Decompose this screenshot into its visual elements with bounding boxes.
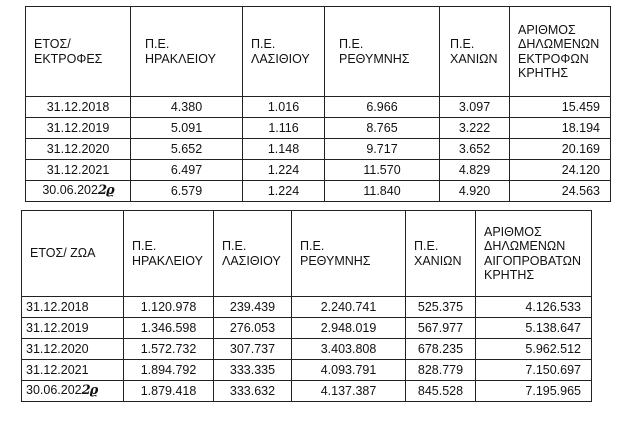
chania-cell: 4.920 [440, 181, 510, 202]
year-printed: 30.06.202 [26, 383, 82, 398]
header-chania: Π.Ε. ΧΑΝΙΩΝ [406, 211, 476, 297]
year-cell [26, 181, 131, 202]
sheep-goats-table [21, 210, 592, 402]
heraklion-cell: 6.579 [131, 181, 243, 202]
rethymno-cell: 4.137.387 [292, 381, 406, 402]
rethymno-cell: 9.717 [325, 139, 440, 160]
table-row [22, 318, 592, 339]
chania-cell: 525.375 [406, 297, 476, 318]
total-cell: 7.195.965 [476, 381, 592, 402]
year-cell: 31.12.2020 [26, 139, 131, 160]
heraklion-cell: 5.091 [131, 118, 243, 139]
table-row [26, 97, 611, 118]
lasithi-cell: 1.224 [243, 160, 325, 181]
year-cell: 31.12.2021 [22, 360, 124, 381]
total-cell: 5.138.647 [476, 318, 592, 339]
total-cell: 24.120 [510, 160, 611, 181]
header-year-animals: ΕΤΟΣ/ ΖΩΑ [22, 211, 124, 297]
year-cell: 31.12.2019 [22, 318, 124, 339]
year-cell [22, 381, 124, 402]
table-row [22, 297, 592, 318]
heraklion-cell: 4.380 [131, 97, 243, 118]
lasithi-cell: 276.053 [214, 318, 292, 339]
handwritten-year-digits: 2ϱ [97, 183, 114, 199]
heraklion-cell: 1.894.792 [124, 360, 214, 381]
rethymno-cell: 8.765 [325, 118, 440, 139]
chania-cell: 3.097 [440, 97, 510, 118]
year-cell: 31.12.2021 [26, 160, 131, 181]
lasithi-cell: 333.632 [214, 381, 292, 402]
table-row [22, 339, 592, 360]
livestock-farms-table [25, 6, 611, 202]
total-cell: 5.962.512 [476, 339, 592, 360]
chania-cell: 828.779 [406, 360, 476, 381]
total-cell: 24.563 [510, 181, 611, 202]
table-row [26, 160, 611, 181]
rethymno-cell: 2.240.741 [292, 297, 406, 318]
chania-cell: 567.977 [406, 318, 476, 339]
chania-cell: 4.829 [440, 160, 510, 181]
heraklion-cell: 1.346.598 [124, 318, 214, 339]
chania-cell: 678.235 [406, 339, 476, 360]
year-cell: 31.12.2018 [26, 97, 131, 118]
total-cell: 4.126.533 [476, 297, 592, 318]
header-heraklion: Π.Ε. ΗΡΑΚΛΕΙΟΥ [124, 211, 214, 297]
heraklion-cell: 1.120.978 [124, 297, 214, 318]
heraklion-cell: 1.879.418 [124, 381, 214, 402]
table-row [26, 118, 611, 139]
header-lasithi: Π.Ε. ΛΑΣΙΘΙΟΥ [243, 7, 325, 97]
header-year-farms: ΕΤΟΣ/ ΕΚΤΡΟΦΕΣ [26, 7, 131, 97]
lasithi-cell: 1.116 [243, 118, 325, 139]
rethymno-cell: 11.840 [325, 181, 440, 202]
rethymno-cell: 11.570 [325, 160, 440, 181]
table-row [26, 139, 611, 160]
header-total-farms: ΑΡΙΘΜΟΣ ΔΗΛΩΜΕΝΩΝ ΕΚΤΡΟΦΩΝ ΚΡΗΤΗΣ [510, 7, 611, 97]
lasithi-cell: 307.737 [214, 339, 292, 360]
lasithi-cell: 333.335 [214, 360, 292, 381]
table-row [22, 381, 592, 402]
header-rethymno: Π.Ε. ΡΕΘΥΜΝΗΣ [325, 7, 440, 97]
header-lasithi: Π.Ε. ΛΑΣΙΘΙΟΥ [214, 211, 292, 297]
year-cell: 31.12.2018 [22, 297, 124, 318]
heraklion-cell: 1.572.732 [124, 339, 214, 360]
table-row [22, 360, 592, 381]
heraklion-cell: 6.497 [131, 160, 243, 181]
header-chania: Π.Ε. ΧΑΝΙΩΝ [440, 7, 510, 97]
lasithi-cell: 1.016 [243, 97, 325, 118]
total-cell: 18.194 [510, 118, 611, 139]
total-cell: 20.169 [510, 139, 611, 160]
lasithi-cell: 239.439 [214, 297, 292, 318]
rethymno-cell: 3.403.808 [292, 339, 406, 360]
year-cell: 31.12.2019 [26, 118, 131, 139]
rethymno-cell: 4.093.791 [292, 360, 406, 381]
total-cell: 15.459 [510, 97, 611, 118]
chania-cell: 3.652 [440, 139, 510, 160]
table-header-row [22, 211, 592, 297]
heraklion-cell: 5.652 [131, 139, 243, 160]
lasithi-cell: 1.148 [243, 139, 325, 160]
handwritten-year-digits: 2ϱ [81, 383, 98, 399]
rethymno-cell: 2.948.019 [292, 318, 406, 339]
header-rethymno: Π.Ε. ΡΕΘΥΜΝΗΣ [292, 211, 406, 297]
header-total-sheep-goats: ΑΡΙΘΜΟΣ ΔΗΛΩΜΕΝΩΝ ΑΙΓΟΠΡΟΒΑΤΩΝ ΚΡΗΤΗΣ [476, 211, 592, 297]
year-cell: 31.12.2020 [22, 339, 124, 360]
total-cell: 7.150.697 [476, 360, 592, 381]
lasithi-cell: 1.224 [243, 181, 325, 202]
year-printed: 30.06.202 [42, 183, 98, 198]
table-row [26, 181, 611, 202]
chania-cell: 3.222 [440, 118, 510, 139]
chania-cell: 845.528 [406, 381, 476, 402]
header-heraklion: Π.Ε. ΗΡΑΚΛΕΙΟΥ [131, 7, 243, 97]
rethymno-cell: 6.966 [325, 97, 440, 118]
table-header-row [26, 7, 611, 97]
